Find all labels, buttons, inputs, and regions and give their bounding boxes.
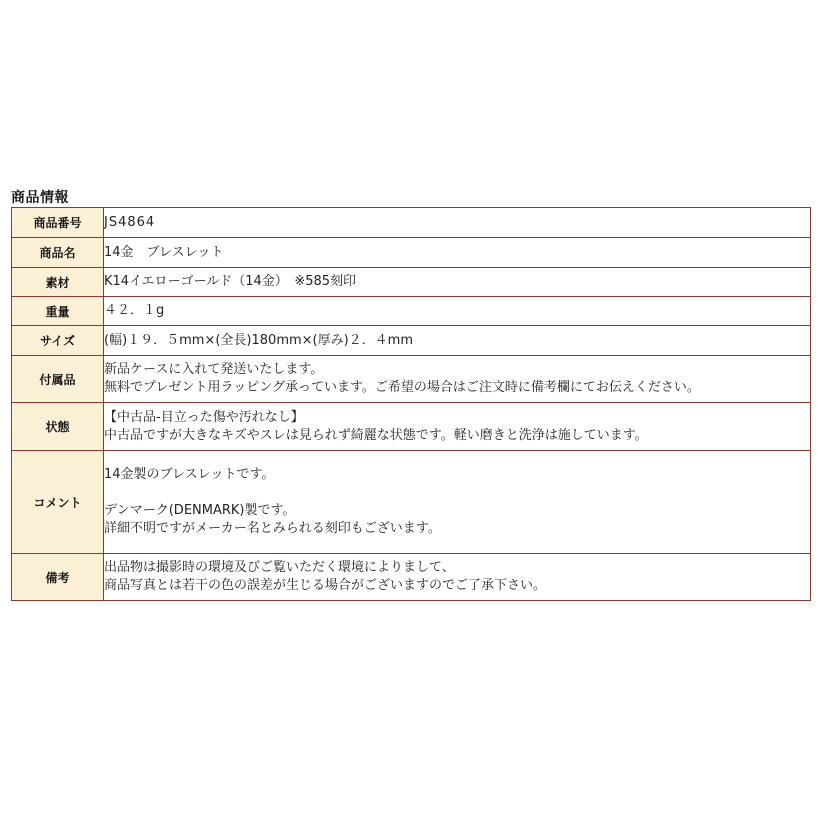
row-value-notes [104, 554, 811, 601]
accessories-line-2: 無料でプレゼント用ラッピング承っています。ご希望の場合はご注文時に備考欄にてお伝えください。 [104, 380, 700, 395]
row-value-accessories [104, 356, 811, 403]
product-name-value: 14金 ブレスレット [104, 244, 224, 260]
row-value-size [104, 326, 811, 356]
weight-value: ４２．１g [104, 303, 165, 318]
comment-spacer [104, 484, 810, 502]
comment-line-3: 詳細不明ですがメーカー名とみられる刻印もございます。 [104, 521, 441, 536]
row-label-product-name: 商品名 [12, 238, 104, 268]
row-value-product-name [104, 238, 811, 268]
section-title: 商品情報 [11, 190, 69, 206]
table-row [12, 403, 811, 451]
row-label-comment: コメント [12, 451, 104, 554]
row-value-comment [104, 451, 811, 554]
table-row [12, 451, 811, 554]
notes-line-1: 出品物は撮影時の環境及びご覧いただく環境によりまして、 [104, 560, 455, 575]
row-label-product-number: 商品番号 [12, 208, 104, 238]
row-label-notes: 備考 [12, 554, 104, 601]
table-row [12, 268, 811, 297]
row-label-accessories: 付属品 [12, 356, 104, 403]
product-number-value: JS4864 [104, 214, 156, 230]
row-label-weight: 重量 [12, 297, 104, 326]
comment-line-1: 14金製のブレスレットです。 [104, 467, 275, 482]
material-value: K14イエローゴールド（14金） ※585刻印 [104, 274, 357, 289]
row-label-condition: 状態 [12, 403, 104, 451]
row-label-size: サイズ [12, 326, 104, 356]
table-row [12, 356, 811, 403]
row-value-weight [104, 297, 811, 326]
row-label-material: 素材 [12, 268, 104, 297]
condition-line-2: 中古品ですが大きなキズやスレは見られず綺麗な状態です。軽い磨きと洗浄は施しています。 [104, 427, 648, 443]
size-value: (幅)１９．５mm×(全長)180mm×(厚み)２．４mm [104, 332, 414, 348]
table-row [12, 238, 811, 268]
table-row [12, 554, 811, 601]
product-info-table [11, 207, 811, 601]
notes-line-2: 商品写真とは若干の色の誤差が生じる場合がございますのでご了承下さい。 [104, 578, 547, 593]
condition-line-1: 【中古品-目立った傷や汚れなし】 [104, 409, 304, 425]
accessories-line-1: 新品ケースに入れて発送いたします。 [104, 362, 324, 377]
table-row [12, 208, 811, 238]
row-value-material [104, 268, 811, 297]
comment-line-2: デンマーク(DENMARK)製です。 [104, 503, 296, 518]
table-row [12, 297, 811, 326]
row-value-product-number [104, 208, 811, 238]
table-row [12, 326, 811, 356]
row-value-condition [104, 403, 811, 451]
